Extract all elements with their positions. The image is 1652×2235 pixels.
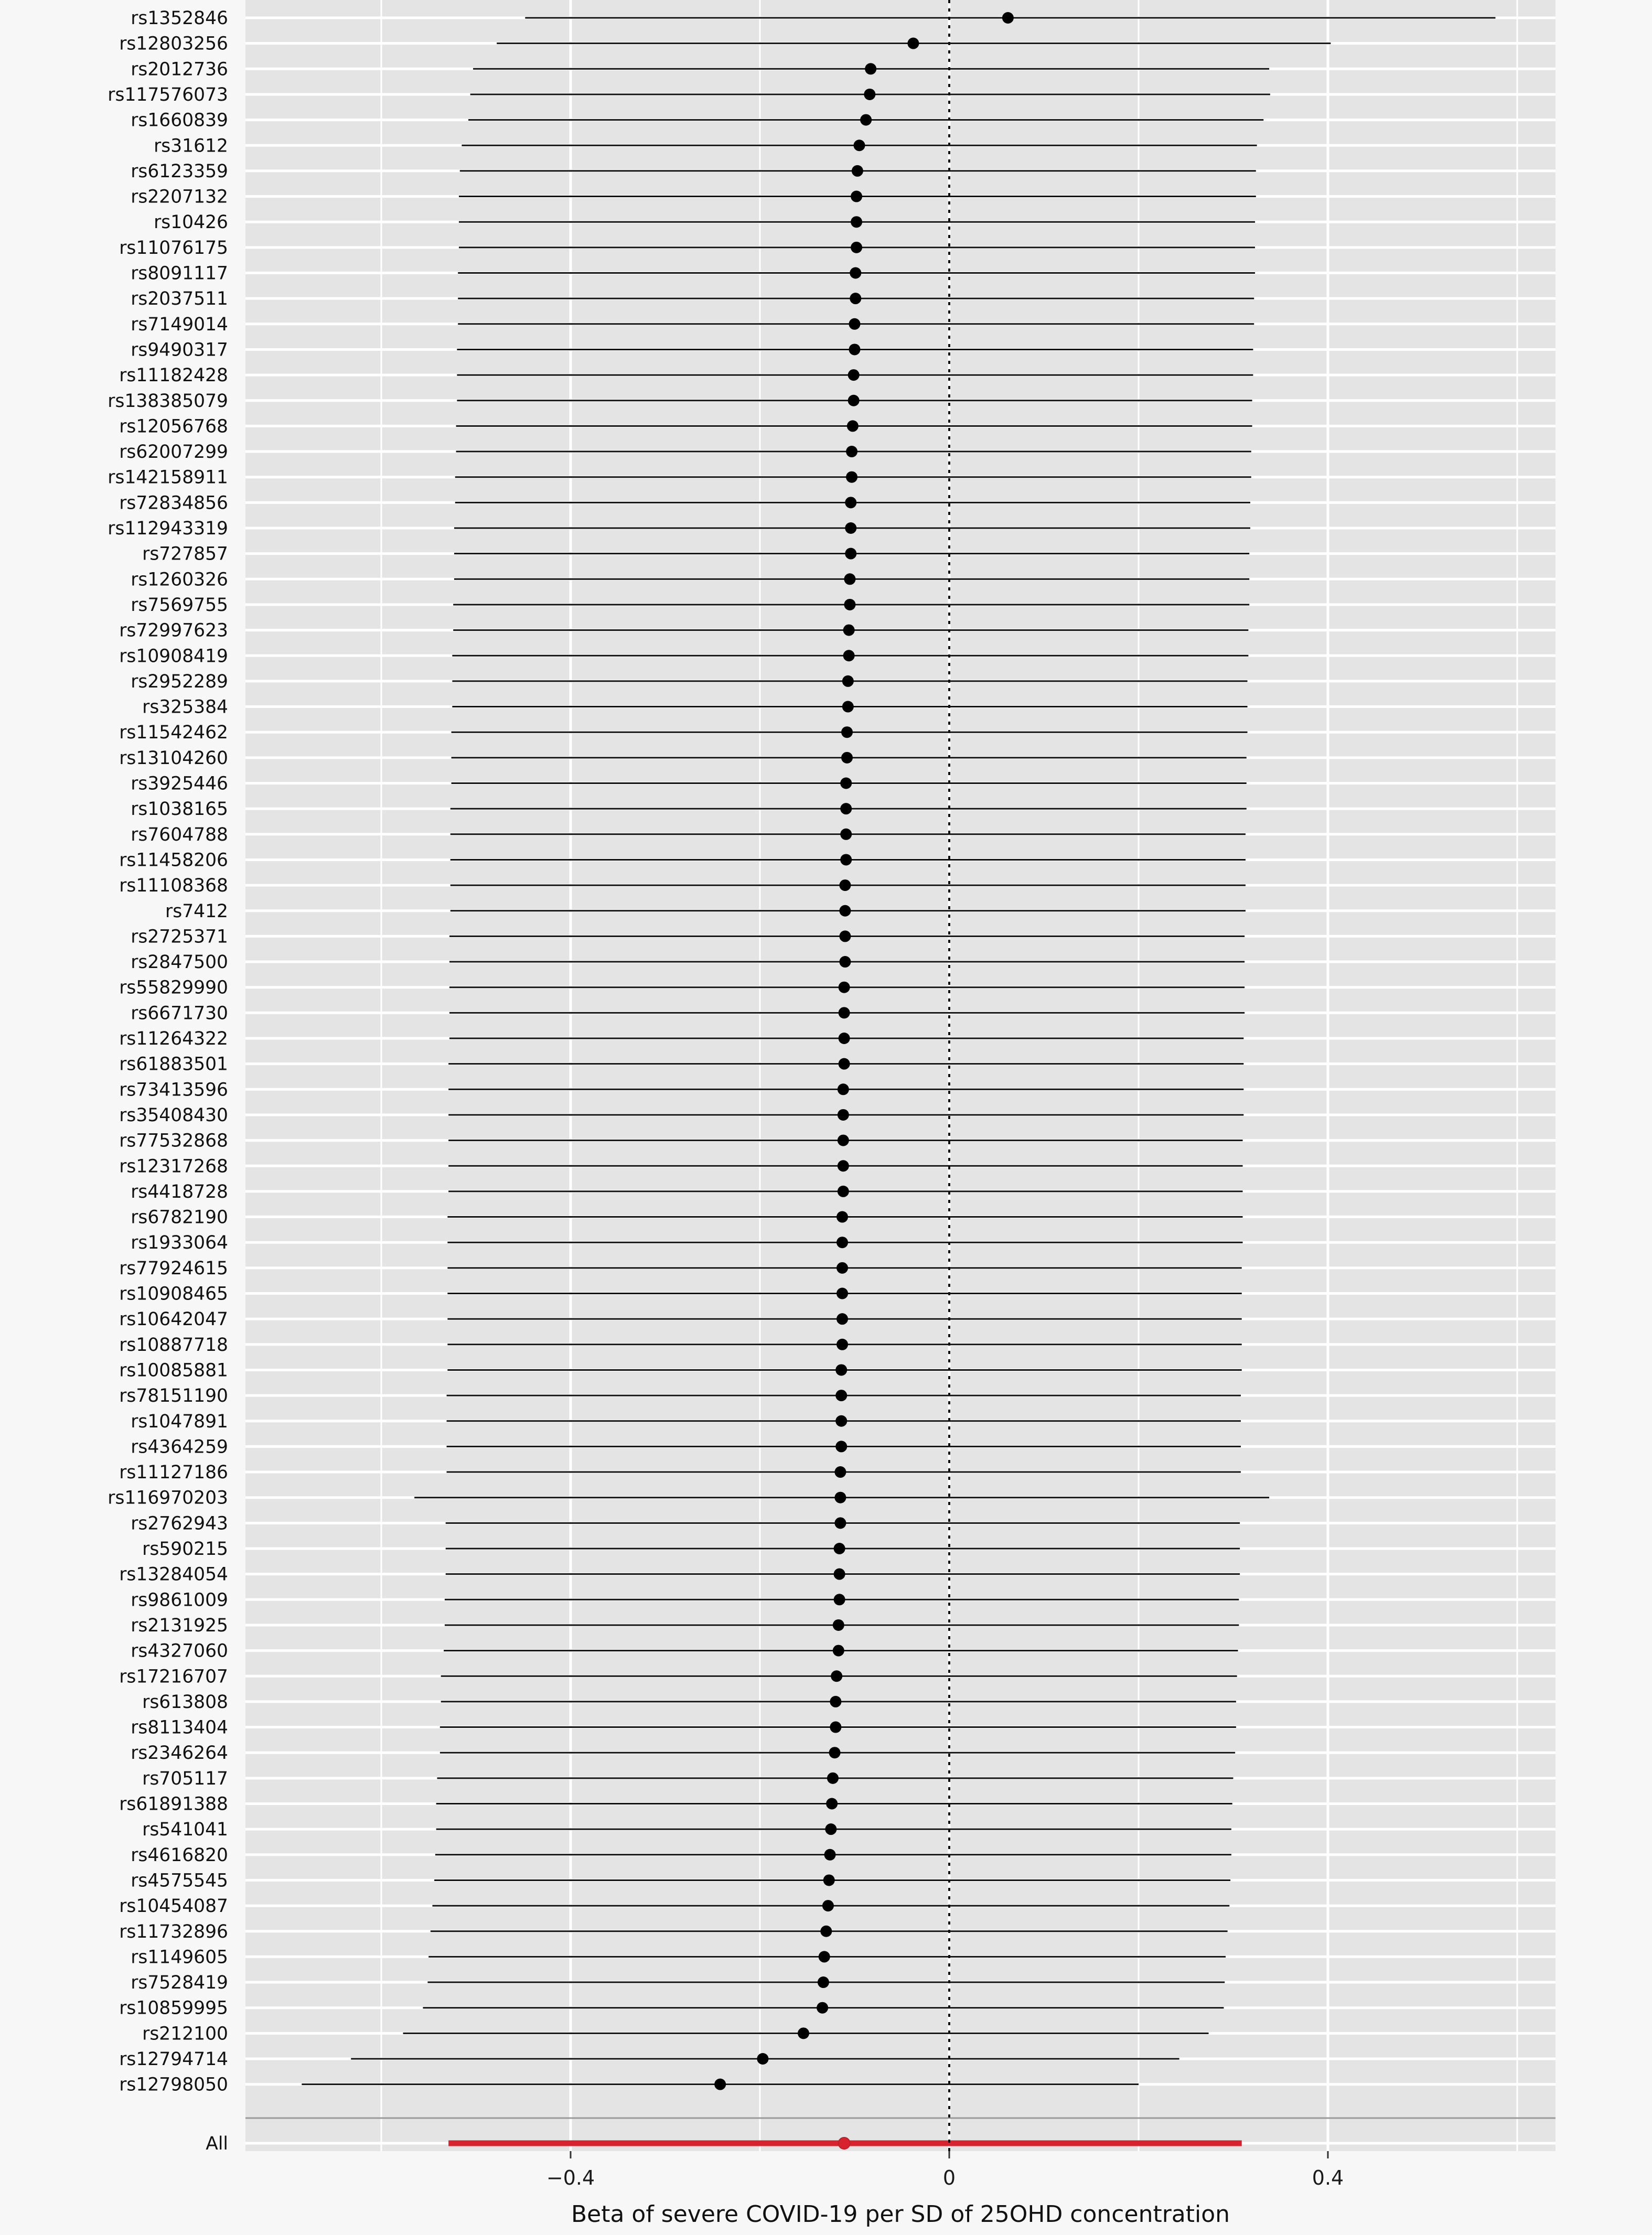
overall-effect-point (839, 2137, 850, 2149)
effect-point (834, 1492, 846, 1503)
snp-label: rs1260326 (131, 569, 228, 590)
effect-point (842, 675, 854, 687)
effect-point (818, 1976, 829, 1988)
snp-label: rs7569755 (131, 594, 228, 616)
snp-label: rs2762943 (131, 1513, 228, 1534)
effect-point (826, 1798, 838, 1810)
effect-point (1002, 12, 1014, 24)
effect-point (835, 1390, 847, 1401)
snp-label: rs541041 (142, 1819, 228, 1841)
snp-label: rs8091117 (131, 263, 228, 284)
snp-label: rs138385079 (108, 390, 228, 412)
snp-label: rs35408430 (119, 1104, 228, 1126)
effect-point (839, 982, 850, 993)
snp-label: rs727857 (142, 543, 228, 565)
effect-point (835, 1441, 847, 1452)
snp-label: rs1149605 (131, 1947, 228, 1968)
x-tick-label: 0 (942, 2166, 956, 2189)
effect-point (839, 1007, 850, 1018)
x-tick-label: 0.4 (1312, 2166, 1344, 2189)
snp-label: rs72834856 (119, 492, 228, 514)
snp-label: rs4364259 (131, 1436, 228, 1458)
effect-point (864, 89, 875, 100)
effect-point (820, 1926, 832, 1937)
snp-label: rs77924615 (119, 1258, 228, 1279)
effect-point (839, 956, 851, 968)
effect-point (846, 471, 857, 483)
snp-label: rs10908465 (119, 1283, 228, 1305)
snp-label: rs1047891 (131, 1411, 228, 1432)
snp-label: rs1660839 (131, 110, 228, 131)
snp-label: rs2725371 (131, 926, 228, 948)
snp-label: rs10887718 (119, 1334, 228, 1356)
effect-point (817, 2002, 828, 2014)
effect-point (851, 191, 862, 202)
snp-label: rs10085881 (119, 1360, 228, 1381)
snp-label: rs12056768 (119, 416, 228, 437)
effect-point (840, 778, 852, 789)
effect-point (849, 318, 861, 330)
snp-label: rs6782190 (131, 1207, 228, 1228)
effect-point (845, 497, 856, 508)
effect-point (843, 625, 855, 636)
effect-point (836, 1262, 848, 1274)
snp-label: rs11076175 (119, 237, 228, 259)
snp-label: rs112943319 (108, 518, 228, 539)
effect-point (831, 1670, 842, 1682)
effect-point (840, 803, 852, 814)
snp-label: rs11264322 (119, 1028, 228, 1049)
effect-point (819, 1951, 830, 1962)
effect-point (860, 114, 872, 126)
effect-point (834, 1517, 846, 1529)
effect-point (834, 1594, 845, 1605)
effect-point (836, 1339, 848, 1350)
effect-point (844, 573, 855, 585)
snp-label: rs1352846 (131, 8, 228, 29)
effect-point (757, 2053, 768, 2065)
overall-label: All (206, 2133, 228, 2154)
effect-point (822, 1900, 834, 1911)
snp-label: rs4616820 (131, 1844, 228, 1866)
snp-label: rs11542462 (119, 722, 228, 744)
snp-label: rs117576073 (108, 84, 228, 105)
effect-point (850, 293, 861, 304)
effect-point (852, 165, 863, 177)
snp-label: rs11458206 (119, 850, 228, 871)
snp-label: rs6671730 (131, 1003, 228, 1024)
snp-label: rs13284054 (119, 1564, 228, 1585)
effect-point (825, 1823, 836, 1835)
effect-point (824, 1849, 836, 1861)
effect-point (839, 879, 851, 891)
effect-point (823, 1874, 835, 1886)
snp-label: rs4418728 (131, 1181, 228, 1202)
snp-label: rs2207132 (131, 186, 228, 208)
effect-point (907, 38, 919, 49)
snp-label: rs55829990 (119, 977, 228, 998)
effect-point (835, 1415, 847, 1427)
effect-point (839, 905, 851, 917)
effect-point (854, 139, 865, 151)
effect-point (847, 420, 859, 432)
snp-label: rs613808 (142, 1691, 228, 1713)
snp-label: rs9861009 (131, 1589, 228, 1611)
effect-point (848, 395, 860, 406)
effect-point (798, 2027, 809, 2039)
effect-point (835, 1364, 847, 1376)
snp-label: rs10642047 (119, 1309, 228, 1330)
snp-label: rs72997623 (119, 620, 228, 641)
snp-label: rs12794714 (119, 2049, 228, 2070)
snp-label: rs78151190 (119, 1385, 228, 1407)
effect-point (840, 829, 852, 840)
snp-label: rs10426 (154, 212, 228, 233)
snp-label: rs17216707 (119, 1666, 228, 1688)
effect-point (841, 752, 853, 764)
effect-point (849, 343, 861, 355)
effect-point (838, 1160, 849, 1172)
x-tick-label: −0.4 (546, 2166, 595, 2189)
snp-label: rs6123359 (131, 160, 228, 182)
snp-label: rs13104260 (119, 747, 228, 769)
effect-point (865, 63, 876, 74)
snp-label: rs590215 (142, 1539, 228, 1560)
effect-point (834, 1568, 845, 1580)
snp-label: rs77532868 (119, 1130, 228, 1152)
effect-point (838, 1135, 849, 1146)
effect-point (829, 1747, 841, 1758)
snp-label: rs4327060 (131, 1640, 228, 1662)
effect-point (838, 1109, 849, 1121)
snp-label: rs8113404 (131, 1717, 228, 1738)
effect-point (838, 1186, 849, 1197)
snp-label: rs2037511 (131, 288, 228, 310)
effect-point (845, 522, 856, 534)
snp-label: rs12317268 (119, 1156, 228, 1177)
snp-label: rs62007299 (119, 442, 228, 463)
effect-point (836, 1288, 848, 1299)
snp-label: rs11108368 (119, 875, 228, 897)
snp-label: rs11732896 (119, 1921, 228, 1942)
effect-point (836, 1237, 848, 1248)
effect-point (839, 1058, 850, 1070)
snp-label: rs7604788 (131, 824, 228, 845)
snp-label: rs10908419 (119, 646, 228, 667)
snp-label: rs7412 (165, 900, 228, 922)
effect-point (848, 369, 860, 381)
snp-label: rs705117 (142, 1768, 228, 1789)
snp-label: rs73413596 (119, 1079, 228, 1101)
snp-label: rs61883501 (119, 1054, 228, 1075)
effect-point (833, 1619, 844, 1631)
snp-label: rs325384 (142, 696, 228, 718)
effect-point (834, 1543, 845, 1554)
snp-label: rs212100 (142, 2023, 228, 2045)
effect-point (839, 930, 851, 942)
x-axis-title: Beta of severe COVID-19 per SD of 25OHD concentration (571, 2201, 1230, 2228)
effect-point (842, 701, 854, 713)
snp-label: rs2952289 (131, 671, 228, 692)
snp-label: rs61891388 (119, 1793, 228, 1815)
snp-label: rs12803256 (119, 33, 228, 55)
effect-point (830, 1722, 841, 1733)
snp-label: rs10454087 (119, 1896, 228, 1917)
snp-label: rs31612 (154, 135, 228, 157)
effect-point (830, 1696, 841, 1707)
effect-point (844, 599, 855, 610)
snp-label: rs2346264 (131, 1743, 228, 1764)
snp-label: rs11182428 (119, 365, 228, 386)
effect-point (827, 1772, 839, 1784)
snp-label: rs12798050 (119, 2074, 228, 2096)
effect-point (836, 1211, 848, 1223)
effect-point (838, 1083, 849, 1095)
snp-label: rs7528419 (131, 1972, 228, 1994)
snp-label: rs7149014 (131, 314, 228, 335)
effect-point (850, 267, 861, 279)
effect-point (851, 216, 862, 228)
effect-point (836, 1313, 848, 1325)
snp-label: rs1933064 (131, 1232, 228, 1254)
effect-point (845, 548, 856, 560)
snp-label: rs4575545 (131, 1870, 228, 1892)
effect-point (846, 446, 857, 457)
effect-point (834, 1466, 846, 1478)
effect-point (714, 2079, 726, 2090)
effect-point (851, 242, 862, 253)
effect-point (833, 1645, 844, 1657)
snp-label: rs2131925 (131, 1615, 228, 1636)
snp-label: rs3925446 (131, 773, 228, 794)
snp-label: rs2012736 (131, 59, 228, 80)
effect-point (841, 726, 853, 738)
effect-point (840, 854, 852, 865)
snp-label: rs142158911 (108, 467, 228, 488)
snp-label: rs9490317 (131, 339, 228, 361)
effect-point (843, 650, 855, 661)
snp-label: rs1038165 (131, 799, 228, 820)
effect-point (839, 1033, 850, 1044)
snp-label: rs10859995 (119, 1997, 228, 2019)
snp-label: rs2847500 (131, 952, 228, 973)
snp-label: rs11127186 (119, 1462, 228, 1484)
snp-label: rs116970203 (108, 1487, 228, 1509)
